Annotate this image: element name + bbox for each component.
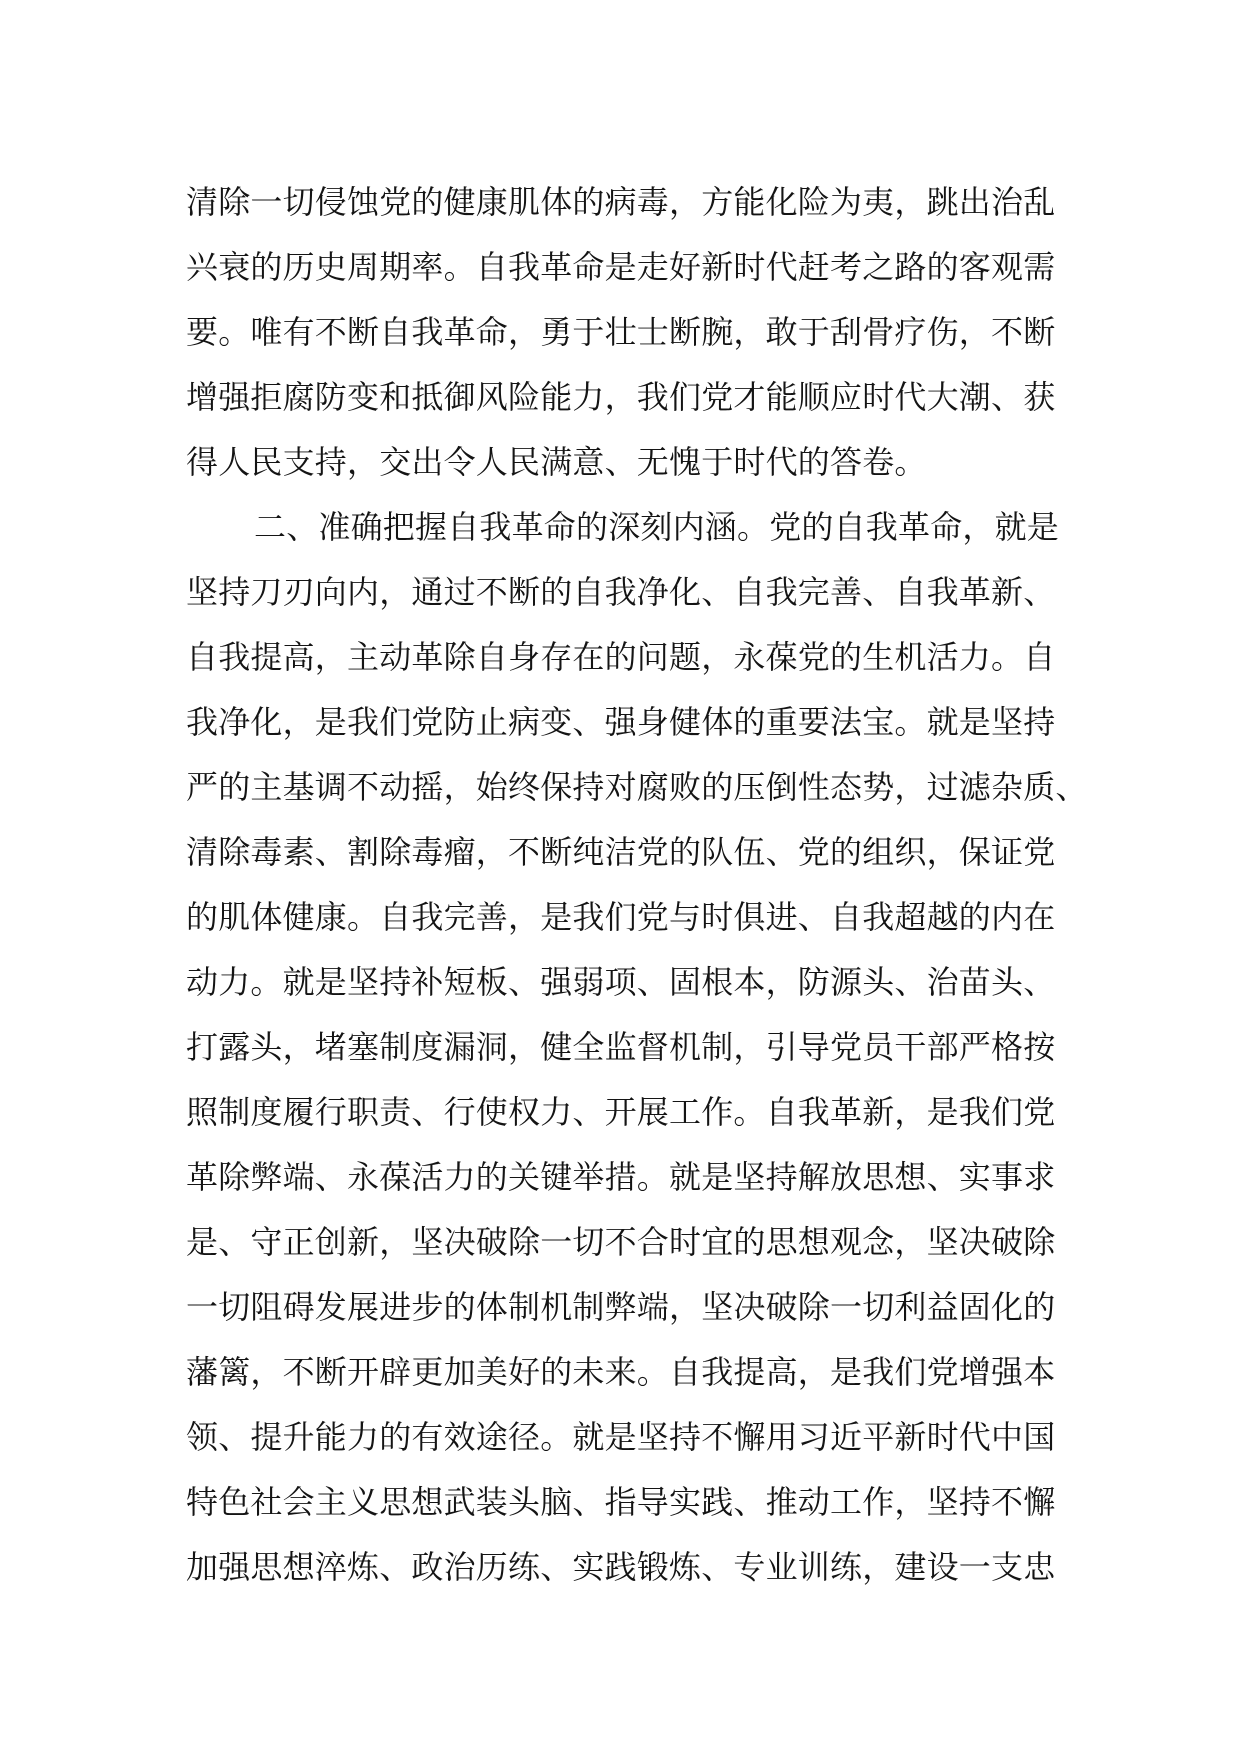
text-line: 增强拒腐防变和抵御风险能力，我们党才能顺应时代大潮、获 <box>186 378 1056 416</box>
text-line: 要。唯有不断自我革命，勇于壮士断腕，敢于刮骨疗伤，不断 <box>186 313 1056 351</box>
text-line: 清除毒素、割除毒瘤，不断纯洁党的队伍、党的组织，保证党 <box>186 833 1056 871</box>
text-line: 自我提高，主动革除自身存在的问题，永葆党的生机活力。自 <box>186 638 1056 676</box>
text-line: 我净化，是我们党防止病变、强身健体的重要法宝。就是坚持 <box>186 703 1056 741</box>
text-line: 照制度履行职责、行使权力、开展工作。自我革新，是我们党 <box>186 1093 1056 1131</box>
text-line: 一切阻碍发展进步的体制机制弊端，坚决破除一切利益固化的 <box>186 1288 1056 1326</box>
text-line: 藩篱，不断开辟更加美好的未来。自我提高，是我们党增强本 <box>186 1353 1056 1391</box>
text-line: 革除弊端、永葆活力的关键举措。就是坚持解放思想、实事求 <box>186 1158 1056 1196</box>
text-line: 得人民支持，交出令人民满意、无愧于时代的答卷。 <box>186 443 927 481</box>
text-line: 是、守正创新，坚决破除一切不合时宜的思想观念，坚决破除 <box>186 1223 1056 1261</box>
text-line: 领、提升能力的有效途径。就是坚持不懈用习近平新时代中国 <box>186 1418 1056 1456</box>
text-line: 清除一切侵蚀党的健康肌体的病毒，方能化险为夷，跳出治乱 <box>186 183 1056 221</box>
text-line: 的肌体健康。自我完善，是我们党与时俱进、自我超越的内在 <box>186 898 1056 936</box>
text-line: 坚持刀刃向内，通过不断的自我净化、自我完善、自我革新、 <box>186 573 1056 611</box>
text-line: 动力。就是坚持补短板、强弱项、固根本，防源头、治苗头、 <box>186 963 1056 1001</box>
text-line: 打露头，堵塞制度漏洞，健全监督机制，引导党员干部严格按 <box>186 1028 1056 1066</box>
text-line: 严的主基调不动摇，始终保持对腐败的压倒性态势，过滤杂质、 <box>186 768 1088 806</box>
body-text <box>186 170 1088 1600</box>
text-line: 特色社会主义思想武装头脑、指导实践、推动工作，坚持不懈 <box>186 1483 1056 1521</box>
text-line: 兴衰的历史周期率。自我革命是走好新时代赶考之路的客观需 <box>186 248 1056 286</box>
section-heading-line: 二、准确把握自我革命的深刻内涵。党的自我革命，就是 <box>254 508 1060 546</box>
text-line: 加强思想淬炼、政治历练、实践锻炼、专业训练，建设一支忠 <box>186 1548 1056 1586</box>
